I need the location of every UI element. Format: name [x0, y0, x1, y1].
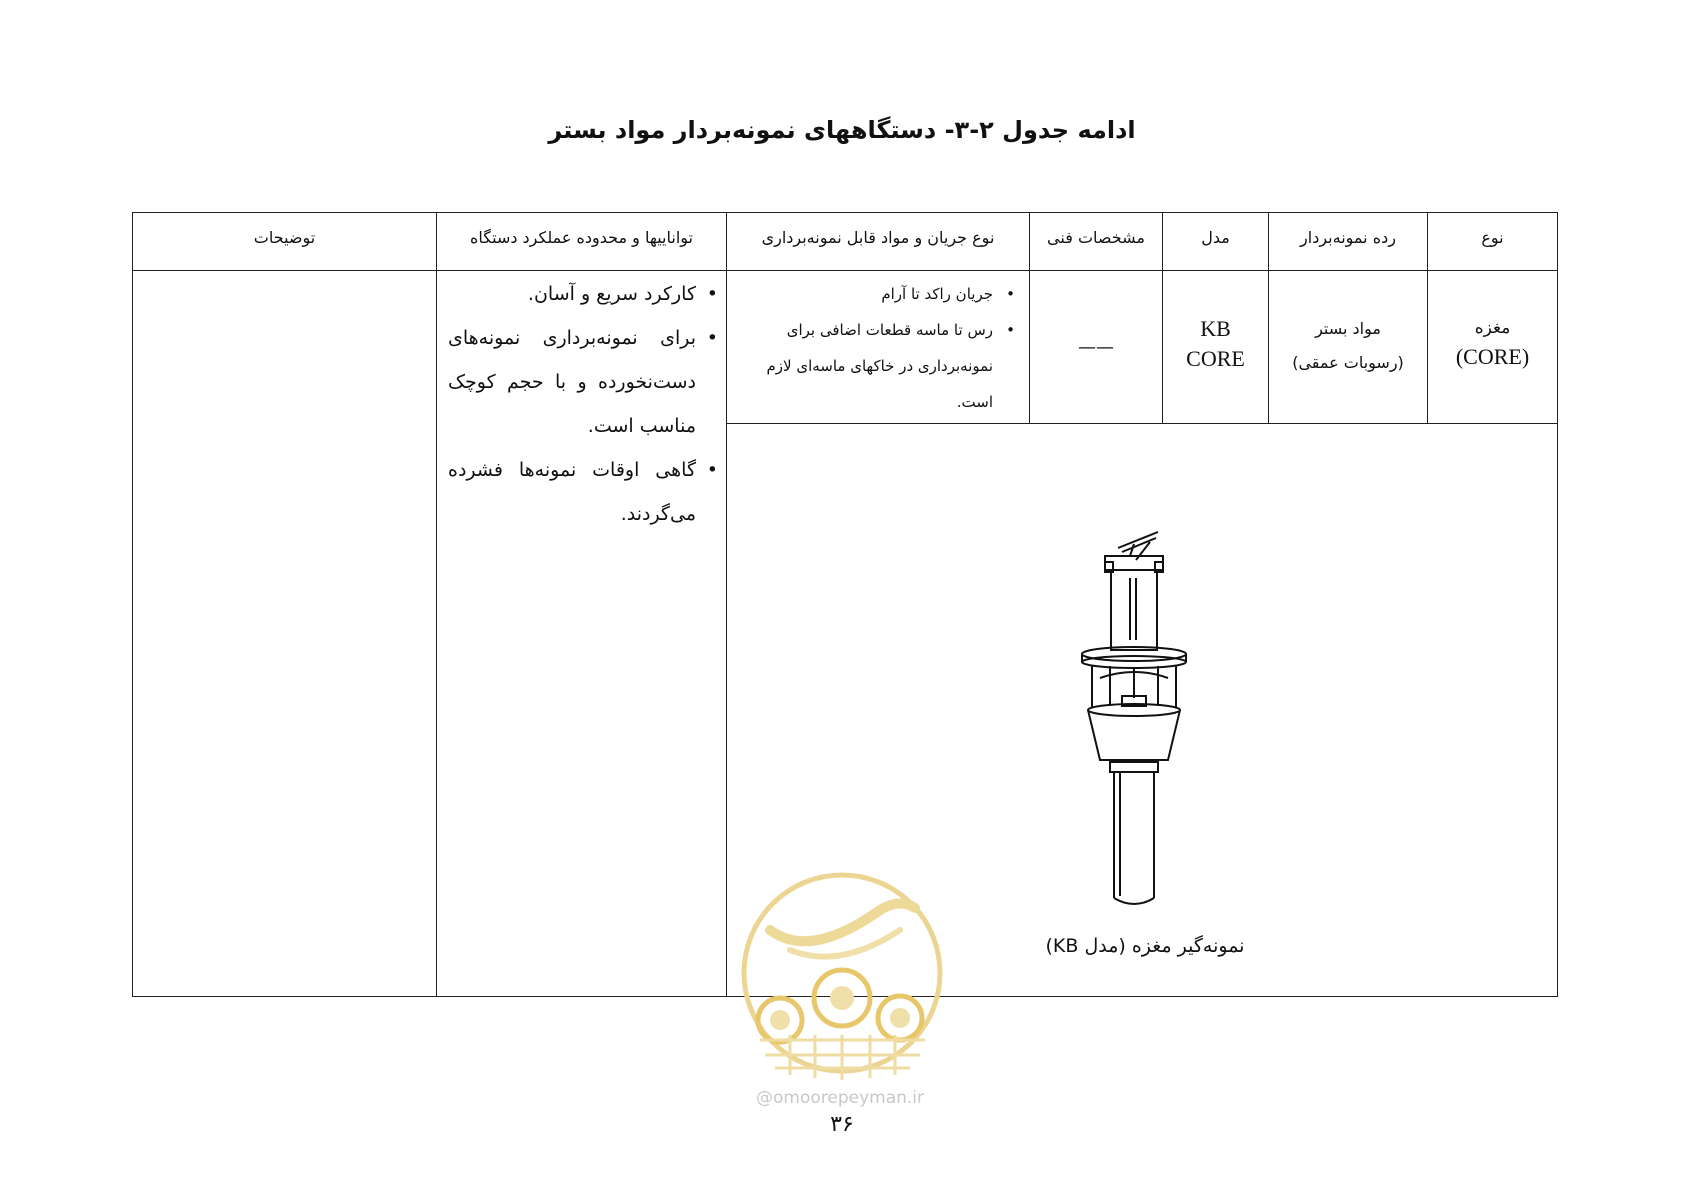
type-code: (CORE): [1455, 344, 1530, 369]
capability-item: • برای نمونه‌برداری نمونه‌های دست‌نخورده و با حجم کوچک مناسب است.: [448, 316, 718, 448]
type-name: مغزه: [1474, 318, 1511, 338]
page-title: ادامه جدول ۲-۳- دستگاههای نمونه‌بردار مواد بستر: [548, 116, 1136, 144]
cell-category: [1269, 312, 1427, 380]
flow-item: • رس تا ماسه قطعات اضافی برای نمونه‌برداری در خاکهای ماسه‌ای لازم است.: [745, 312, 1015, 420]
cell-type: [1428, 314, 1557, 372]
capability-item: • گاهی اوقات نمونه‌ها فشرده می‌گردند.: [448, 448, 718, 536]
page-number: ۳۶: [830, 1112, 854, 1137]
model-line1: KB: [1200, 316, 1231, 341]
figure-caption: نمونه‌گیر مغزه (مدل KB): [1045, 935, 1245, 957]
header-specs: مشخصات فنی: [1047, 228, 1145, 247]
header-model: مدل: [1201, 228, 1230, 247]
cell-flow: [745, 276, 1015, 420]
header-notes: توضیحات: [253, 228, 316, 247]
flow-item: • جریان راکد تا آرام: [745, 276, 1015, 312]
header-type: نوع: [1481, 228, 1504, 247]
watermark-logo: [730, 870, 960, 1085]
header-category: رده نمونه‌بردار: [1300, 228, 1396, 247]
cell-model: [1163, 314, 1268, 374]
watermark-site: @omoorepeyman.ir: [755, 1088, 925, 1108]
capability-item: • کارکرد سریع و آسان.: [448, 272, 718, 316]
header-capabilities: تواناییها و محدوده عملکرد دستگاه: [470, 228, 693, 247]
category-name: مواد بستر: [1315, 319, 1381, 338]
header-flow: نوع جریان و مواد قابل نمونه‌برداری: [761, 228, 995, 247]
model-line2: CORE: [1186, 346, 1245, 371]
core-sampler-illustration: [1070, 528, 1200, 913]
cell-capabilities: [448, 272, 718, 536]
category-detail: (رسوبات عمقی): [1292, 353, 1404, 372]
cell-specs: ——: [1078, 337, 1114, 358]
